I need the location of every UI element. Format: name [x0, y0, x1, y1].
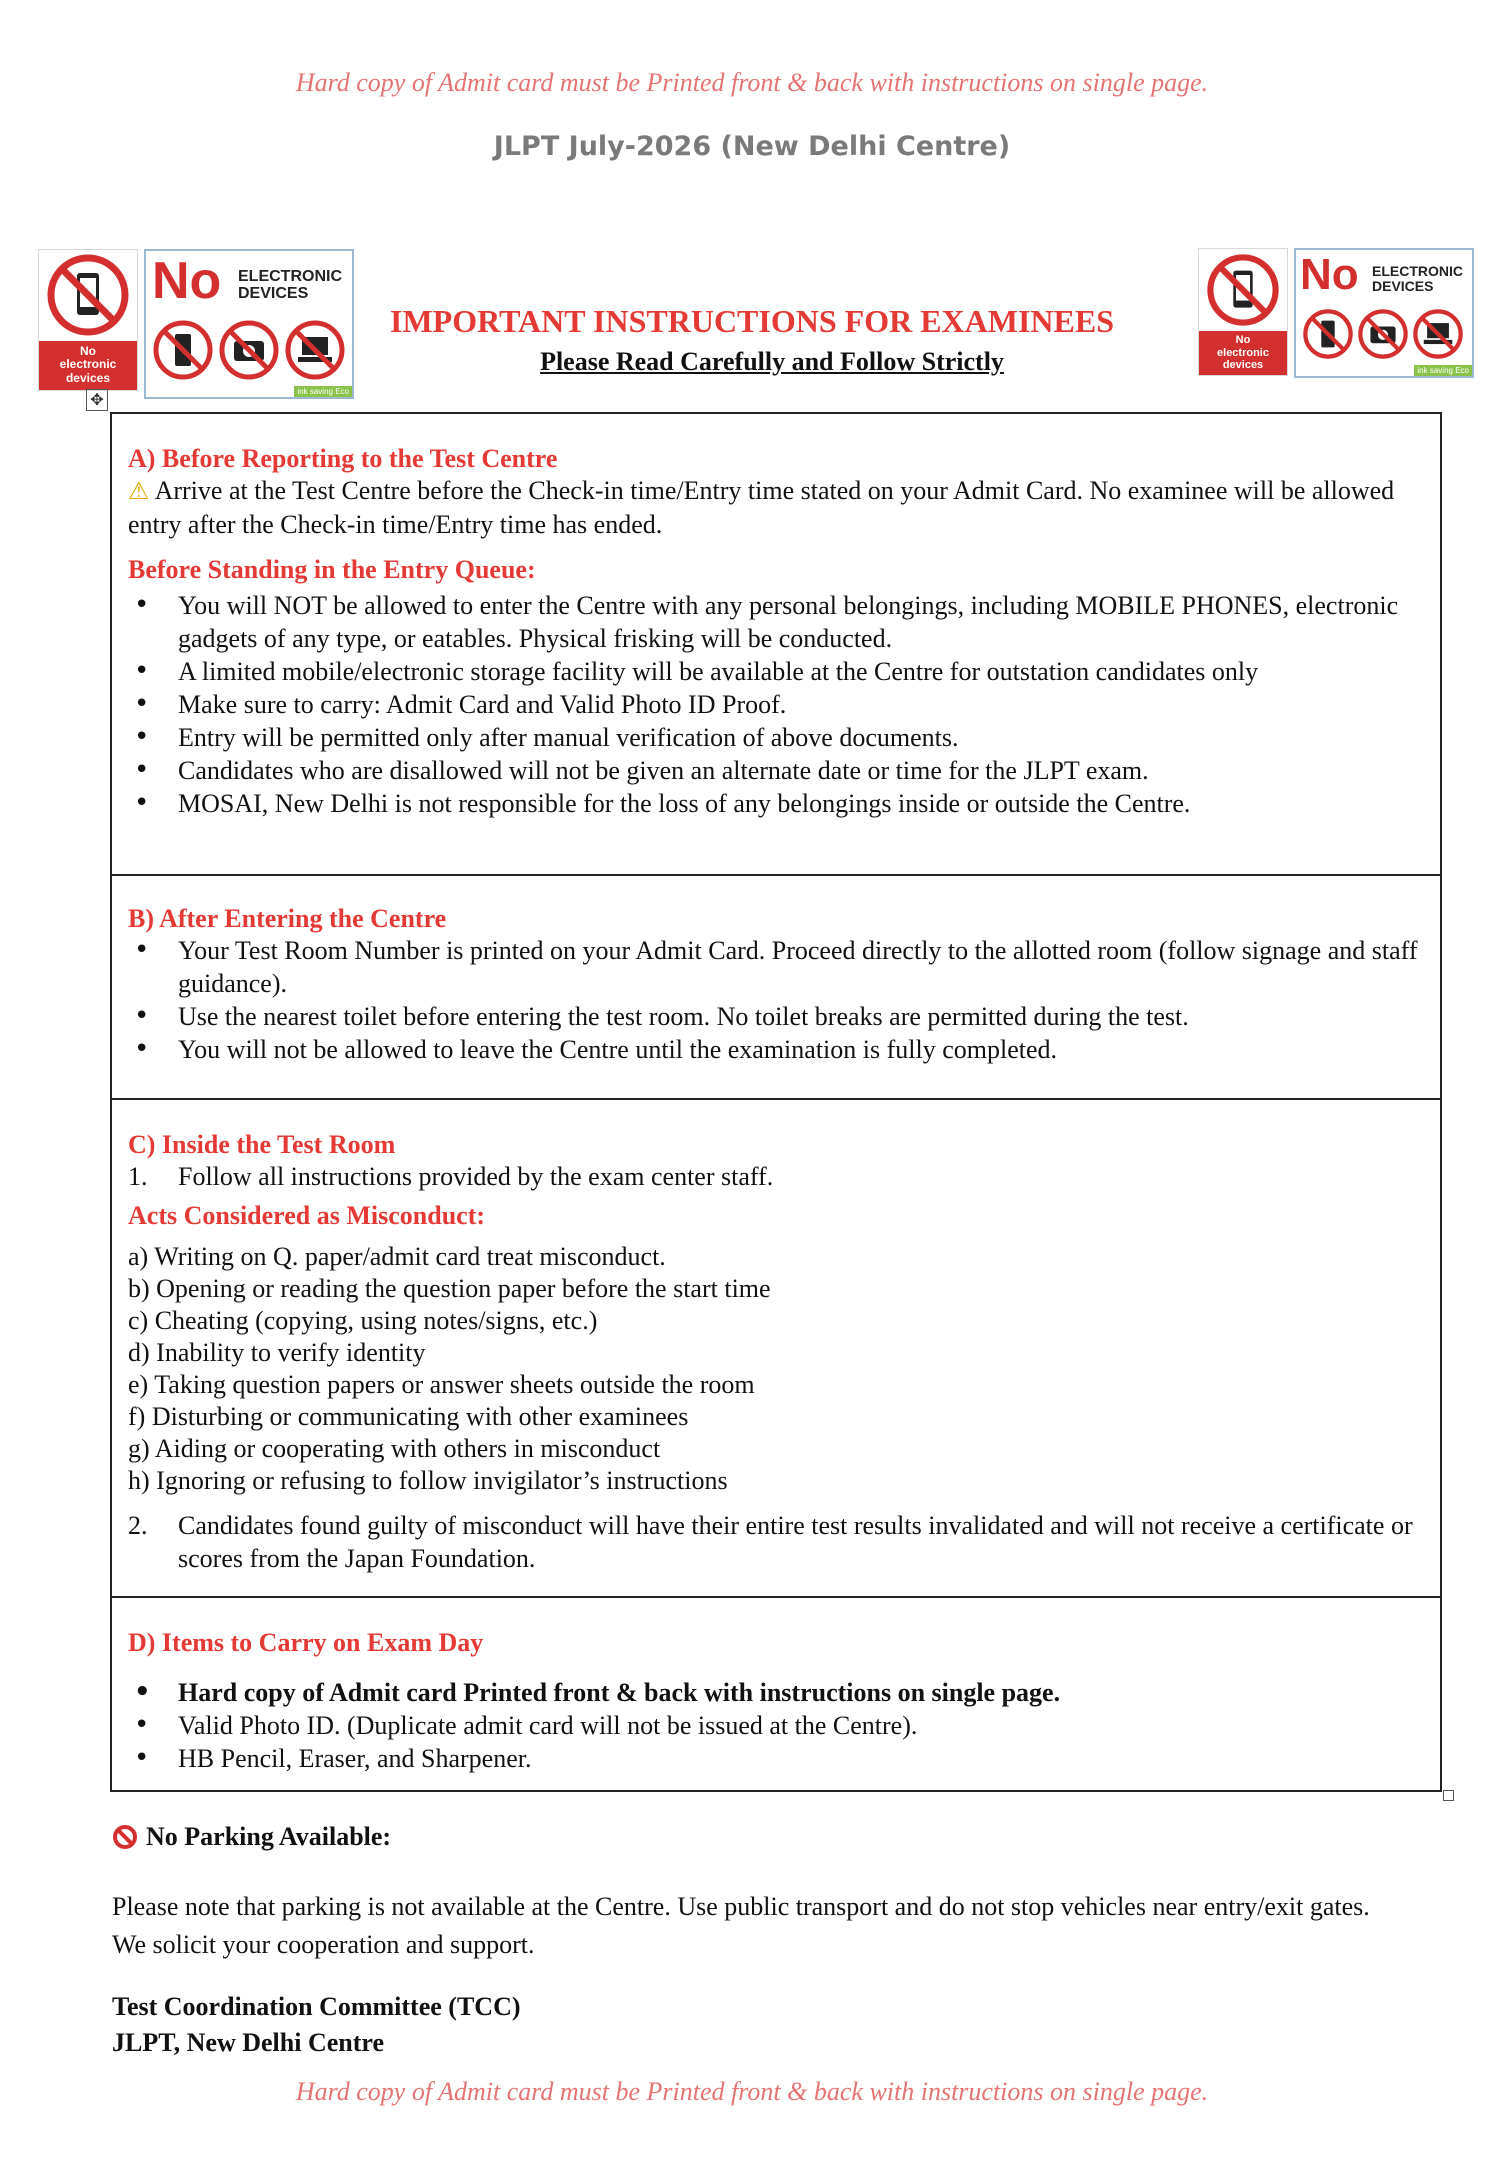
parking-text: Please note that parking is not available at the Centre. Use public transport and do not stop vehicles near entry/exit gates. We solicit your cooperation and support. [112, 1892, 1370, 1959]
header-note: Hard copy of Admit card must be Printed front & back with instructions on single page. [295, 68, 1209, 97]
footer-note: Hard copy of Admit card must be Printed front & back with instructions on single page. [295, 2077, 1209, 2106]
list-item: • MOSAI, New Delhi is not responsible for the loss of any belongings inside or outside the Centre. [128, 787, 1424, 820]
numbered-item-1: 1. Follow all instructions provided by the exam center staff. [128, 1162, 774, 1191]
list-item: • You will not be allowed to leave the Centre until the examination is fully completed. [128, 1033, 1424, 1066]
after-entering-list [128, 934, 1424, 1066]
list-item: e) Taking question papers or answer sheets outside the room [128, 1370, 755, 1399]
misconduct-list [128, 1241, 1424, 1497]
main-heading: IMPORTANT INSTRUCTIONS FOR EXAMINEES [389, 303, 1114, 339]
section-a-title: A) Before Reporting to the Test Centre [128, 444, 558, 473]
list-item: • HB Pencil, Eraser, and Sharpener. [128, 1742, 1424, 1775]
list-item: g) Aiding or cooperating with others in misconduct [128, 1434, 661, 1463]
list-item: d) Inability to verify identity [128, 1338, 426, 1367]
list-item: h) Ignoring or refusing to follow invigilator’s instructions [128, 1466, 728, 1495]
list-item: • Use the nearest toilet before entering the test room. No toilet breaks are permitted during the test. [128, 1000, 1424, 1033]
sub-heading: Please Read Carefully and Follow Strictly [540, 347, 1004, 376]
list-item: • Your Test Room Number is printed on your Admit Card. Proceed directly to the allotted room (follow signage and staff guidance). [128, 934, 1424, 1000]
list-item: • Candidates who are disallowed will not be given an alternate date or time for the JLPT exam. [128, 754, 1424, 787]
warning-icon: ⚠ [128, 477, 150, 505]
section-d-title: D) Items to Carry on Exam Day [128, 1628, 484, 1657]
section-d-box [110, 1596, 1442, 1792]
arrival-warning: ⚠ Arrive at the Test Centre before the Check-in time/Entry time stated on your Admit Card. No examinee will be allowed entry after the Check-in time/Entry time has ended. [128, 476, 1395, 539]
list-item: c) Cheating (copying, using notes/signs, etc.) [128, 1306, 598, 1335]
misconduct-title: Acts Considered as Misconduct: [128, 1201, 486, 1230]
section-a-box [110, 412, 1442, 876]
list-item: • You will NOT be allowed to enter the Centre with any personal belongings, including MOBILE PHONES, electronic gadgets of any type, or eatables. Physical frisking will be conducted. [128, 589, 1424, 655]
section-b-title: B) After Entering the Centre [128, 904, 447, 933]
list-item: f) Disturbing or communicating with other examinees [128, 1402, 689, 1431]
parking-heading: No Parking Available: [112, 1822, 391, 1852]
table-resize-handle[interactable] [1443, 1790, 1454, 1801]
table-move-handle[interactable]: ✥ [86, 389, 108, 411]
ink-saving-badge: ink saving Eco [294, 386, 352, 397]
document-title: JLPT July-2026 (New Delhi Centre) [493, 131, 1011, 162]
section-c-title: C) Inside the Test Room [128, 1130, 396, 1159]
prohibited-icon [112, 1824, 138, 1850]
list-item: • Make sure to carry: Admit Card and Valid Photo ID Proof. [128, 688, 1424, 721]
no-phone-sign: No electronic devices [1198, 248, 1288, 376]
entry-queue-list [128, 589, 1424, 820]
signature-line-2: JLPT, New Delhi Centre [112, 2028, 384, 2057]
numbered-item-2: 2. Candidates found guilty of misconduct will have their entire test results invalidated and will not receive a certificate or scores from the Japan Foundation. [128, 1511, 1413, 1573]
no-electronic-devices-panel: No ELECTRONIC DEVICES ink saving Eco [1294, 248, 1474, 378]
no-phone-sign: No electronic devices [38, 249, 138, 391]
entry-queue-title: Before Standing in the Entry Queue: [128, 555, 536, 584]
list-item: • Hard copy of Admit card Printed front & back with instructions on single page. [128, 1676, 1424, 1709]
list-item: • A limited mobile/electronic storage facility will be available at the Centre for outstation candidates only [128, 655, 1424, 688]
items-to-carry-list [128, 1676, 1424, 1775]
ink-saving-badge: ink saving Eco [1414, 365, 1472, 376]
no-electronic-devices-panel: No ELECTRONIC DEVICES ink saving Eco [144, 249, 354, 399]
list-item: • Valid Photo ID. (Duplicate admit card will not be issued at the Centre). [128, 1709, 1424, 1742]
list-item: a) Writing on Q. paper/admit card treat misconduct. [128, 1242, 666, 1271]
section-c-box [110, 1098, 1442, 1598]
signature-line-1: Test Coordination Committee (TCC) [112, 1992, 521, 2021]
section-b-box [110, 874, 1442, 1100]
list-item: • Entry will be permitted only after manual verification of above documents. [128, 721, 1424, 754]
list-item: b) Opening or reading the question paper before the start time [128, 1274, 771, 1303]
